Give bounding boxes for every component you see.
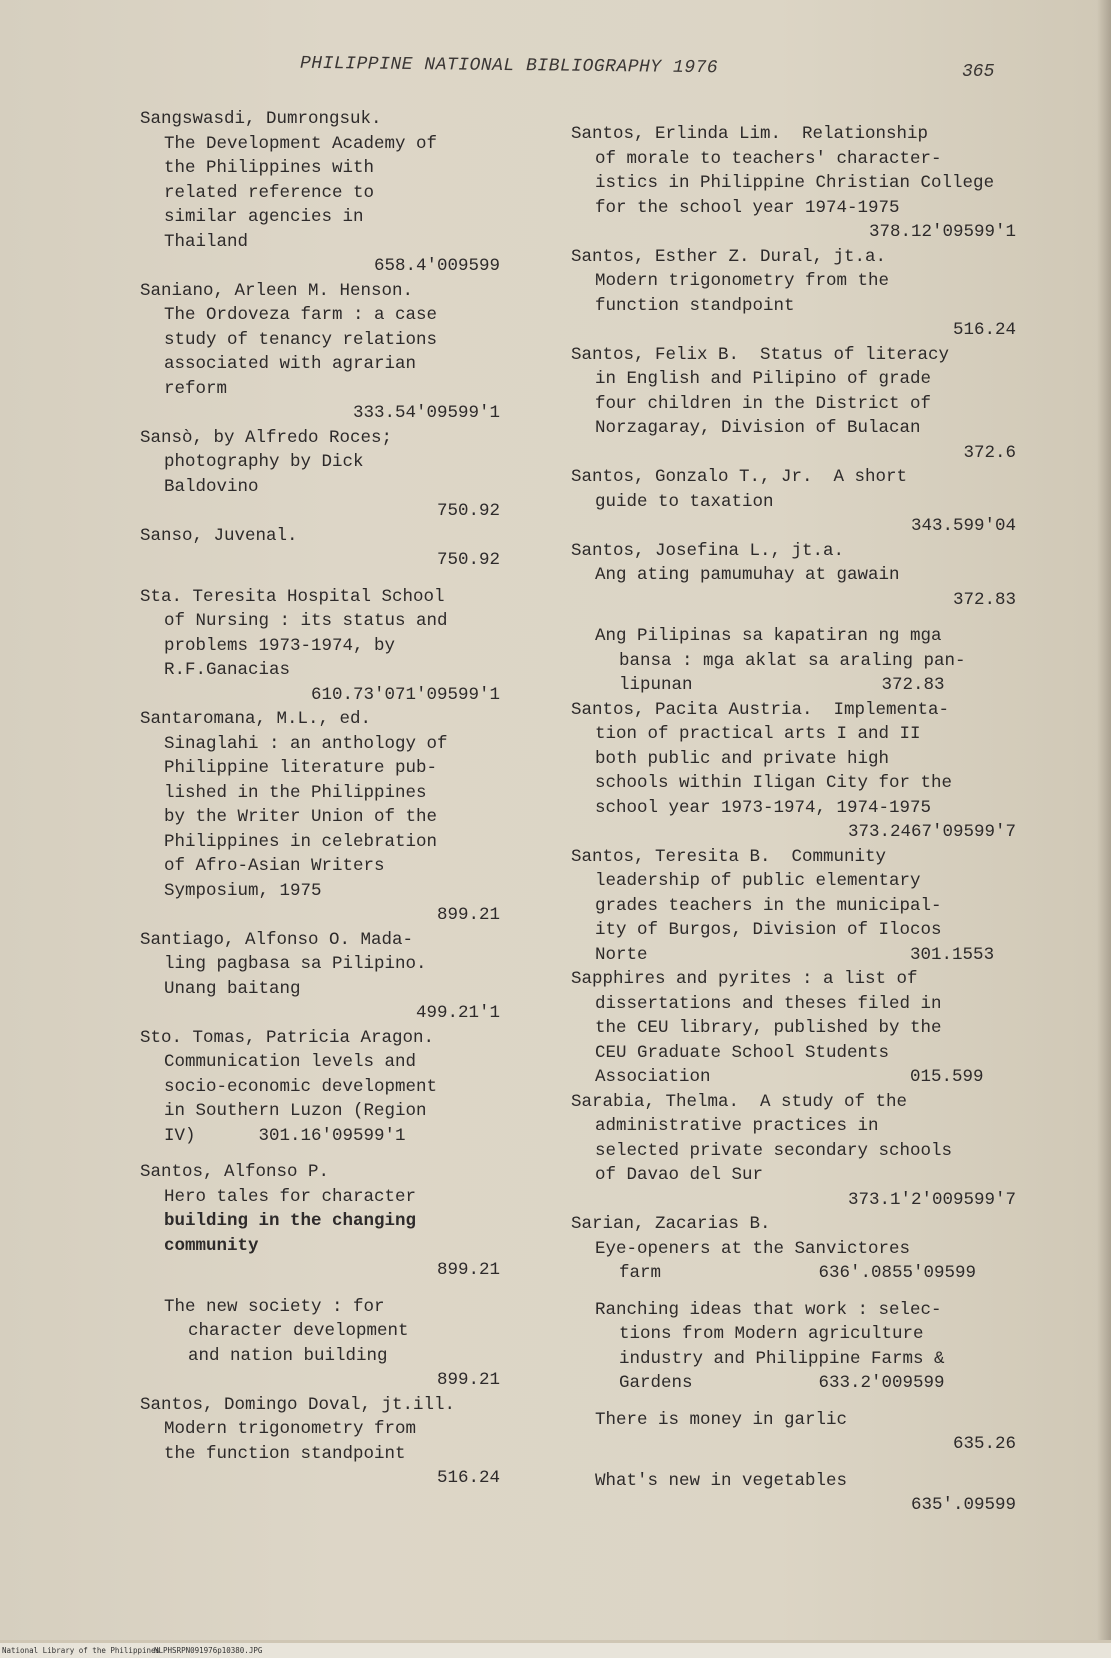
entry-heading: Santos, Erlinda Lim. Relationship — [571, 124, 929, 144]
entry-title-line: CEU Graduate School Students — [595, 1042, 890, 1063]
bib-entry — [571, 1298, 1016, 1396]
entry-title-line: ity of Burgos, Division of Ilocos — [595, 920, 942, 940]
entry-title-line: Communication levels and — [164, 1052, 417, 1072]
bib-entry — [571, 1090, 1016, 1213]
entry-title-line: of Davao del Sur — [595, 1165, 764, 1185]
entry-title-line: Sinaglahi : an anthology of — [164, 733, 448, 754]
entry-title-line: Unang baitang — [164, 978, 301, 999]
call-number: 516.24 — [436, 1468, 500, 1488]
call-number: 516.24 — [952, 320, 1016, 340]
entry-title-line: industry and Philippine Farms & — [619, 1348, 945, 1369]
bib-entry — [140, 585, 500, 708]
bib-entry — [571, 122, 1016, 245]
entry-title-line: Ang Pilipinas sa kapatiran ng mga — [595, 626, 942, 646]
entry-heading: Santos, Esther Z. Dural, jt.a. — [571, 246, 887, 267]
entry-title-with-callno: Norte 301.1553 — [595, 944, 995, 965]
entry-title-line: the Philippines with — [164, 158, 375, 178]
call-number: 658.4'009599 — [373, 256, 500, 276]
entry-title-line: lished in the Philippines — [164, 782, 427, 803]
entry-heading: Santiago, Alfonso O. Mada- — [140, 929, 414, 950]
entry-title-line: guide to taxation — [595, 491, 774, 512]
entry-title-line: Philippine literature pub- — [164, 758, 438, 778]
entry-title-line: Baldovino — [164, 476, 259, 497]
entry-title-line: in English and Pilipino of grade — [595, 369, 932, 389]
entry-title-line: four children in the District of — [595, 393, 932, 414]
bib-entry — [571, 1212, 1016, 1286]
entry-title-line: study of tenancy relations — [164, 329, 438, 350]
bib-entry — [140, 279, 500, 426]
scan-footer — [0, 1643, 1111, 1658]
entry-heading: Saniano, Arleen M. Henson. — [140, 280, 414, 301]
entry-title-line: the function standpoint — [164, 1443, 406, 1464]
entry-heading: Sta. Teresita Hospital School — [140, 586, 445, 607]
entry-heading: Santos, Josefina L., jt.a. — [571, 540, 845, 561]
entry-title-line: leadership of public elementary — [595, 871, 921, 891]
entry-title-line: photography by Dick — [164, 452, 364, 472]
call-number: 635.26 — [952, 1434, 1016, 1454]
entry-title-line: administrative practices in — [595, 1116, 879, 1136]
entry-title-line: reform — [164, 378, 228, 399]
entry-title-line: What's new in vegetables — [595, 1470, 848, 1491]
bib-entry — [571, 1469, 1016, 1518]
entry-heading: Santos, Felix B. Status of literacy — [571, 344, 950, 365]
call-number: 499.21'1 — [415, 1003, 500, 1023]
entry-title-line: dissertations and theses filed in — [595, 993, 942, 1014]
entry-title-line: schools within Iligan City for the — [595, 773, 953, 793]
bib-entry — [571, 624, 1016, 698]
entry-title-line: character development — [188, 1321, 409, 1341]
bib-entry — [140, 707, 500, 928]
entry-heading: Sapphires and pyrites : a list of — [571, 969, 918, 989]
entry-title-with-callno: farm 636'.0855'09599 — [619, 1263, 977, 1283]
entry-heading: Santos, Teresita B. Community — [571, 846, 887, 867]
entry-title-line: the CEU library, published by the — [595, 1018, 942, 1038]
entry-title-line: tions from Modern agriculture — [619, 1324, 924, 1344]
entry-title-line: by the Writer Union of the — [164, 807, 438, 827]
running-header-title: PHILIPPINE NATIONAL BIBLIOGRAPHY 1976 — [299, 53, 719, 79]
bib-entry — [140, 1160, 500, 1283]
entry-title-line: The Development Academy of — [164, 133, 438, 154]
entry-title-line: Thailand — [164, 231, 249, 252]
call-number: 610.73'071'09599'1 — [310, 684, 500, 705]
entry-heading: Santos, Domingo Doval, jt.ill. — [140, 1394, 456, 1415]
bib-entry — [571, 465, 1016, 539]
call-number: 372.83 — [952, 589, 1016, 610]
entry-heading: Santaromana, M.L., ed. — [140, 709, 372, 729]
footer-filename: NLPHSRPN091976p10380.JPG — [154, 1646, 263, 1655]
call-number: 343.599'04 — [910, 516, 1016, 536]
bib-entry — [571, 1408, 1016, 1457]
entry-title-line: associated with agrarian — [164, 354, 417, 374]
entry-title-line: building in the changing — [164, 1211, 417, 1231]
bib-entry — [140, 928, 500, 1026]
entry-title-line: Ranching ideas that work : selec- — [595, 1299, 942, 1320]
entry-heading: Sarian, Zacarias B. — [571, 1214, 771, 1234]
entry-title-line: grades teachers in the municipal- — [595, 895, 942, 916]
entry-heading: Santos, Alfonso P. — [140, 1162, 330, 1182]
entry-title-line: related reference to — [164, 182, 375, 203]
bib-entry — [140, 1393, 500, 1491]
entry-title-line: school year 1973-1974, 1974-1975 — [595, 797, 932, 818]
bib-entry — [140, 1295, 500, 1393]
entry-heading: Sarabia, Thelma. A study of the — [571, 1091, 908, 1112]
entry-heading: Santos, Gonzalo T., Jr. A short — [571, 467, 908, 487]
bib-entry — [140, 426, 500, 524]
right-column — [571, 122, 1016, 1518]
call-number: 899.21 — [436, 1260, 500, 1280]
call-number: 378.12'09599'1 — [868, 222, 1016, 242]
entry-title-line: istics in Philippine Christian College — [595, 173, 995, 193]
bib-entry — [140, 524, 500, 573]
call-number: 333.54'09599'1 — [352, 403, 500, 423]
bib-entry — [571, 539, 1016, 613]
entry-title-line: Hero tales for character — [164, 1186, 417, 1207]
bib-entry — [571, 698, 1016, 845]
entry-title-line: in Southern Luzon (Region — [164, 1101, 427, 1121]
entry-title-line: There is money in garlic — [595, 1409, 848, 1430]
entry-heading: Sto. Tomas, Patricia Aragon. — [140, 1027, 435, 1048]
entry-title-line: Norzagaray, Division of Bulacan — [595, 418, 921, 438]
call-number: 899.21 — [436, 1370, 500, 1390]
bib-entry — [571, 845, 1016, 968]
entry-title-line: of Nursing : its status and — [164, 611, 448, 631]
call-number: 373.2467'09599'7 — [847, 822, 1016, 842]
entry-title-line: selected private secondary schools — [595, 1140, 953, 1161]
call-number: 372.6 — [963, 442, 1016, 463]
entry-title-line: both public and private high — [595, 748, 890, 769]
entry-title-line: Philippines in celebration — [164, 831, 438, 852]
entry-heading: Sanso, Juvenal. — [140, 525, 298, 546]
entry-title-with-callno: Association 015.599 — [595, 1067, 984, 1087]
entry-title-with-callno: IV) 301.16'09599'1 — [164, 1125, 406, 1146]
entry-title-line: tion of practical arts I and II — [595, 724, 921, 744]
bib-entry — [571, 967, 1016, 1090]
call-number: 899.21 — [436, 905, 500, 925]
entry-title-line: Symposium, 1975 — [164, 880, 322, 901]
entry-title-line: problems 1973-1974, by — [164, 635, 396, 656]
footer-library: National Library of the Philippines — [2, 1646, 161, 1655]
entry-title-line: of morale to teachers' character- — [595, 148, 942, 169]
left-column — [140, 107, 500, 1491]
call-number: 750.92 — [436, 501, 500, 521]
entry-title-line: Modern trigonometry from — [164, 1419, 417, 1439]
binding-shadow — [1097, 0, 1111, 1640]
page-number: 365 — [962, 62, 995, 82]
call-number: 635'.09599 — [910, 1495, 1016, 1515]
entry-title-with-callno: lipunan 372.83 — [619, 675, 945, 695]
entry-title-line: and nation building — [188, 1345, 388, 1366]
entry-title-line: The new society : for — [164, 1296, 385, 1317]
entry-title-line: socio-economic development — [164, 1076, 438, 1097]
entry-title-line: Eye-openers at the Sanvictores — [595, 1238, 911, 1259]
entry-title-line: for the school year 1974-1975 — [595, 197, 900, 218]
bib-entry — [571, 245, 1016, 343]
call-number: 750.92 — [436, 550, 500, 570]
entry-title-line: similar agencies in — [164, 207, 364, 227]
bib-entry — [571, 343, 1016, 466]
entry-title-line: The Ordoveza farm : a case — [164, 305, 438, 325]
entry-title-line: function standpoint — [595, 295, 795, 316]
entry-heading: Sangswasdi, Dumrongsuk. — [140, 109, 382, 129]
entry-title-line: Modern trigonometry from the — [595, 271, 890, 291]
entry-title-line: Ang ating pamumuhay at gawain — [595, 565, 900, 585]
entry-title-line: R.F.Ganacias — [164, 660, 291, 680]
bib-entry — [140, 107, 500, 279]
entry-title-line: bansa : mga aklat sa araling pan- — [619, 650, 966, 671]
entry-title-line: community — [164, 1235, 259, 1256]
bib-entry — [140, 1026, 500, 1149]
entry-title-with-callno: Gardens 633.2'009599 — [619, 1373, 945, 1393]
call-number: 373.1'2'009599'7 — [847, 1189, 1016, 1210]
entry-heading: Sansò, by Alfredo Roces; — [140, 427, 393, 448]
entry-heading: Santos, Pacita Austria. Implementa- — [571, 699, 950, 720]
entry-title-line: of Afro-Asian Writers — [164, 856, 385, 876]
entry-title-line: ling pagbasa sa Pilipino. — [164, 954, 427, 974]
